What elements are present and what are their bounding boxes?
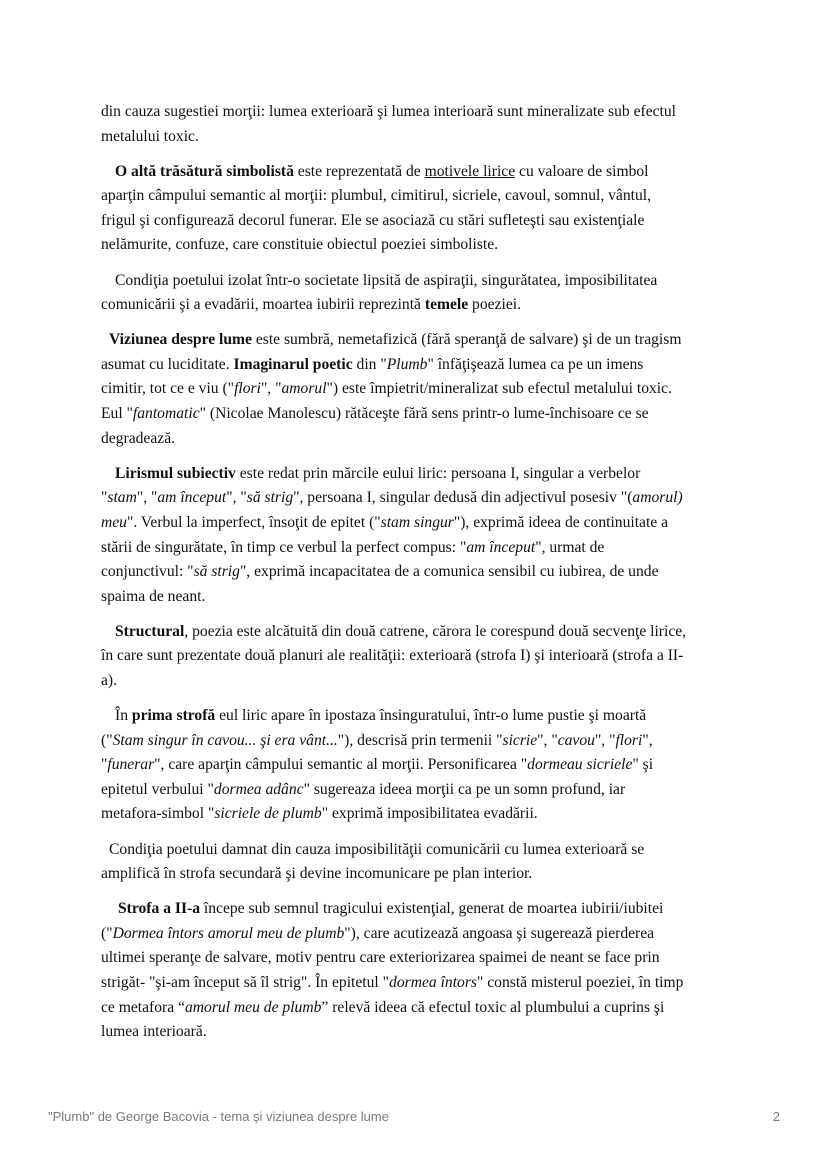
paragraph (101, 838, 741, 887)
italic-text: să strig (193, 563, 240, 581)
text: este reprezentată de (293, 162, 425, 180)
text: ", persoana I, singular dedusă din adjectivul posesiv "( (293, 489, 633, 507)
text-line (101, 377, 741, 402)
text-line (101, 897, 741, 922)
text: aparţin câmpului semantic al morţii: plumbul, cimitirul, sicriele, cavoul, somnul, vântul, (101, 187, 651, 205)
text-line (101, 585, 741, 610)
paragraph (101, 462, 741, 610)
italic-text: funerar (107, 756, 155, 774)
text-line (101, 862, 741, 887)
text: metafora-simbol " (101, 805, 215, 823)
text: în care sunt prezentate două planuri ale realităţii: exterioară (strofa I) şi interioară (strofa a II- (101, 647, 684, 665)
text: " şi (632, 756, 654, 774)
text-line (101, 620, 741, 645)
text-line (101, 209, 741, 234)
text: asumat cu luciditate. (101, 355, 234, 373)
text: ", " (226, 489, 247, 507)
italic-text: meu (101, 513, 127, 531)
text: Condiţia poetului damnat din cauza imposibilităţii comunicării cu lumea exterioară se (109, 840, 645, 858)
text: comunicării şi a evadării, moartea iubirii reprezintă (101, 296, 425, 314)
text: metalului toxic. (101, 127, 199, 145)
italic-text: am început (466, 538, 536, 556)
text: amplifică în strofa secundară şi devine incomunicare pe plan interior. (101, 865, 533, 883)
text-line (101, 560, 741, 585)
text-line (101, 160, 741, 185)
bold-text: Viziunea despre lume (109, 331, 252, 349)
text-line (101, 511, 741, 536)
text-line (101, 1020, 741, 1045)
bold-text: Structural (115, 622, 185, 640)
page-number: 2 (772, 1109, 780, 1124)
text: ", (642, 731, 653, 749)
text: (" (101, 731, 113, 749)
text: din cauza sugestiei morţii: lumea exterioară şi lumea interioară sunt mineralizate sub efectul (101, 103, 677, 120)
underlined-text: motivele lirice (424, 162, 516, 180)
text: este redat prin mărcile eului liric: persoana I, singular a verbelor (235, 464, 641, 482)
text: strigăt- "şi-am început să îl strig". În epitetul " (101, 974, 390, 991)
italic-text: dormeau sicriele (527, 756, 633, 774)
text-line (101, 971, 741, 996)
italic-text: să strig (246, 489, 294, 507)
text: degradează. (101, 429, 176, 447)
text-line (101, 293, 741, 318)
paragraph (101, 897, 741, 1045)
text-line (101, 125, 741, 150)
italic-text: am început (157, 489, 227, 507)
document-body (101, 100, 741, 1055)
text: lumea interioară. (101, 1023, 207, 1041)
text: "), descrisă prin termenii " (337, 731, 503, 749)
bold-text: O altă trăsătură simbolistă (115, 162, 294, 180)
text: epitetul verbului " (101, 780, 214, 798)
text: ", " (260, 380, 282, 398)
text-line (101, 838, 741, 863)
text: frigul şi configurează decorul funerar. Ele se asociază cu stări sufleteşti sau existenţiale (101, 211, 645, 229)
text: " (101, 756, 108, 774)
italic-text: amorul) (632, 489, 683, 507)
text: Condiţia poetului izolat într-o societate lipsită de aspiraţii, singurătatea, imposibilitatea (115, 271, 658, 289)
bold-text: temele (424, 296, 469, 314)
text: ce metafora “ (101, 998, 185, 1016)
text: "), exprimă ideea de continuitate a (453, 513, 669, 531)
text-line (101, 486, 741, 511)
text: ultimei speranţe de salvare, motiv pentru care exteriorizarea spaimei de neant se face prin (101, 949, 660, 967)
text: ", " (537, 731, 558, 749)
text-line (101, 996, 741, 1021)
text: cu valoare de simbol (515, 162, 649, 180)
italic-text: amorul (281, 380, 327, 398)
text: ", " (594, 731, 616, 749)
text: " sugereaza ideea morţii ca pe un somn profund, iar (303, 780, 626, 798)
text: conjunctivul: " (101, 563, 194, 581)
bold-text: Imaginarul poetic (233, 355, 353, 373)
paragraph (101, 620, 741, 694)
text: din " (352, 355, 387, 373)
text-line (101, 269, 741, 294)
text-line (101, 184, 741, 209)
text: " (101, 489, 108, 507)
text: , poezia este alcătuită din două catrene, cărora le corespund două secvenţe lirice, (184, 622, 687, 640)
italic-text: sicrie (502, 731, 538, 749)
text: " constă misterul poeziei, în timp (476, 974, 684, 991)
italic-text: flori (234, 380, 261, 398)
text: "), care acutizează angoasa şi sugerează pierderea (344, 924, 655, 942)
text: " înfăţişează lumea ca pe un imens (427, 355, 644, 373)
italic-text: sicriele de plumb (214, 805, 322, 823)
text: ” relevă ideea că efectul toxic al plumbului a cuprins şi (321, 998, 665, 1016)
text-line (101, 462, 741, 487)
text: ", urmat de (535, 538, 605, 556)
italic-text: dormea întors (389, 974, 477, 991)
italic-text: Stam singur în cavou... şi era vânt... (112, 731, 338, 749)
bold-text: Lirismul subiectiv (115, 464, 236, 482)
text: spaima de neant. (101, 587, 206, 605)
paragraph (101, 269, 741, 318)
text-line (101, 729, 741, 754)
italic-text: stam singur (380, 513, 454, 531)
text: nelămurite, confuze, care constituie obiectul poeziei simboliste. (101, 236, 499, 254)
text-line (101, 328, 741, 353)
text-line (101, 402, 741, 427)
text-line (101, 704, 741, 729)
italic-text: dormea adânc (213, 780, 304, 798)
text-line (101, 353, 741, 378)
text: Eul " (101, 405, 133, 423)
bold-text: Strofa a II-a (118, 900, 201, 918)
text-line (101, 233, 741, 258)
text-line (101, 427, 741, 452)
italic-text: fantomatic (132, 405, 200, 423)
text: ", " (136, 489, 158, 507)
text-line (101, 669, 741, 694)
text: " (Nicolae Manolescu) rătăceşte fără sens printr-o lume-închisoare ce se (199, 405, 649, 423)
text: (" (101, 924, 113, 942)
text-line (101, 753, 741, 778)
paragraph (101, 160, 741, 258)
text-line (101, 922, 741, 947)
text: ", care aparţin câmpului semantic al morţii. Personificarea " (154, 756, 528, 774)
footer-title: "Plumb" de George Bacovia - tema şi viziunea despre lume (48, 1109, 389, 1124)
text-line (101, 100, 741, 125)
text: este sumbră, nemetafizică (fără speranţă de salvare) şi de un tragism (251, 331, 682, 349)
text: ") este împietrit/mineralizat sub efectul metalului toxic. (326, 380, 672, 398)
text-line (101, 802, 741, 827)
text: eul liric apare în ipostaza însinguratului, într-o lume pustie şi moartă (215, 707, 647, 725)
italic-text: amorul meu de plumb (184, 998, 322, 1016)
text: începe sub semnul tragicului existenţial, generat de moartea iubirii/iubitei (200, 900, 664, 918)
text: stării de singurătate, în timp ce verbul la perfect compus: " (101, 538, 467, 556)
text-line (101, 778, 741, 803)
italic-text: Plumb (386, 355, 428, 373)
text-line (101, 536, 741, 561)
text-line (101, 946, 741, 971)
page-footer (48, 1109, 780, 1124)
text: cimitir, tot ce e viu (" (101, 380, 235, 398)
italic-text: cavou (557, 731, 595, 749)
text: ", exprimă incapacitatea de a comunica sensibil cu iubirea, de unde (239, 563, 659, 581)
text: poeziei. (468, 296, 521, 314)
text: " exprimă imposibilitatea evadării. (321, 805, 538, 823)
italic-text: flori (615, 731, 643, 749)
paragraph (101, 328, 741, 451)
bold-text: prima strofă (131, 707, 216, 725)
text: În (115, 707, 132, 725)
paragraph (101, 100, 741, 149)
paragraph (101, 704, 741, 827)
italic-text: stam (107, 489, 137, 507)
text: ". Verbul la imperfect, însoţit de epitet (" (126, 513, 381, 531)
text-line (101, 644, 741, 669)
text: a). (101, 671, 118, 689)
italic-text: Dormea întors amorul meu de plumb (112, 924, 345, 942)
